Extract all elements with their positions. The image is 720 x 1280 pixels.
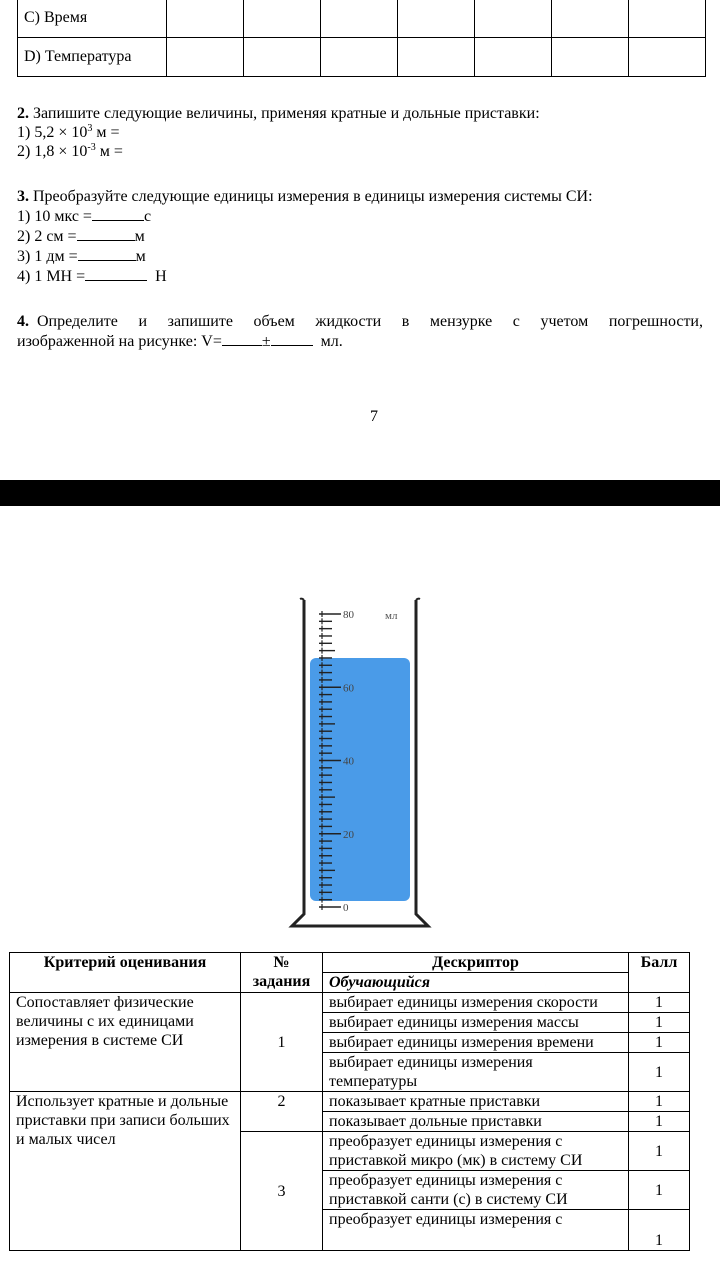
score: 1 (629, 1033, 690, 1053)
descriptor: выбирает единицы измерения массы (323, 1013, 629, 1033)
scale-label: 40 (343, 755, 354, 768)
task-number-2: 2 (241, 1092, 323, 1132)
task-3-item-3: 3) 1 дм = м (17, 248, 146, 265)
row-label-time: C) Время (18, 0, 167, 38)
descriptor: преобразует единицы измерения с (323, 1210, 629, 1251)
score: 1 (629, 1132, 690, 1171)
table-row (10, 993, 690, 1013)
score: 1 (629, 1210, 690, 1251)
quantities-table (17, 0, 706, 77)
task-4-line-1: Определите и запишите объем жидкости в мензурке с учетом погрешности, (37, 313, 703, 330)
table-header (10, 953, 690, 973)
task-4: 4. Определите и запишите объем жидкости в мензурке с учетом погрешности, изображенной на рисунке: V= ± мл. (17, 313, 703, 350)
score: 1 (629, 1053, 690, 1092)
header-student: Обучающийся (323, 973, 629, 993)
header-task-number: № задания (241, 953, 323, 993)
task-3: 3. Преобразуйте следующие единицы измерения в единицы измерения системы СИ: 1) 10 мкс = с 2) 2 см = м 3) 1 дм = м 4) 1 МН = Н (17, 188, 593, 285)
scale-label: 0 (343, 902, 349, 914)
page-number: 7 (370, 408, 378, 425)
page-separator (0, 480, 720, 506)
task-number-3: 3 (241, 1132, 323, 1251)
task-2: 2. Запишите следующие величины, применяя кратные и дольные приставки: 1) $5,2 \times 10^3$ м = 2) $1,8 \times 10^{-3}$ м = (17, 105, 540, 160)
task-2-text: Запишите следующие величины, применяя кратные и дольные приставки: (33, 105, 540, 122)
task-3-item-4: 4) 1 МН = Н (17, 268, 167, 285)
descriptor: выбирает единицы измерения температуры (323, 1053, 629, 1092)
scale-label: 60 (343, 682, 354, 695)
task-3-item-2: 2) 2 см = м (17, 228, 145, 245)
criterion-2: Использует кратные и дольные приставки при записи больших и малых чисел (10, 1092, 241, 1251)
task-2-item-2: 2) $1,8 \times 10^{-3}$ м = (17, 142, 123, 160)
table-row (18, 0, 706, 38)
cylinder-unit-label: мл (385, 610, 398, 622)
descriptor: преобразует единицы измерения с приставкой микро (мк) в систему СИ (323, 1132, 629, 1171)
graduated-cylinder (280, 594, 440, 934)
score: 1 (629, 1092, 690, 1112)
score: 1 (629, 993, 690, 1013)
score: 1 (629, 1171, 690, 1210)
page-top (0, 0, 720, 480)
criteria-table (9, 952, 690, 1251)
criterion-1: Сопоставляет физические величины с их единицами измерения в системе СИ (10, 993, 241, 1092)
header-score: Балл (629, 953, 690, 993)
task-4-line-2: изображенной на рисунке: V= ± мл. (17, 333, 343, 350)
task-2-item-1: 1) $5,2 \times 10^3$ м = (17, 123, 120, 141)
descriptor: выбирает единицы измерения времени (323, 1033, 629, 1053)
task-3-text: Преобразуйте следующие единицы измерения в единицы измерения системы СИ: (33, 188, 593, 205)
task-number-1: 1 (241, 993, 323, 1092)
table-row (10, 1092, 690, 1112)
scale-label: 80 (343, 609, 354, 621)
descriptor: выбирает единицы измерения скорости (323, 993, 629, 1013)
descriptor: показывает кратные приставки (323, 1092, 629, 1112)
scale-label: 20 (343, 828, 354, 841)
descriptor: преобразует единицы измерения с приставкой санти (с) в систему СИ (323, 1171, 629, 1210)
score: 1 (629, 1013, 690, 1033)
score: 1 (629, 1112, 690, 1132)
table-row (18, 38, 706, 77)
row-label-temperature: D) Температура (18, 38, 167, 77)
header-criterion: Критерий оценивания (10, 953, 241, 993)
page-bottom (0, 506, 720, 1280)
descriptor: показывает дольные приставки (323, 1112, 629, 1132)
task-3-item-1: 1) 10 мкс = с (17, 208, 152, 225)
header-descriptor: Дескриптор (323, 953, 629, 973)
